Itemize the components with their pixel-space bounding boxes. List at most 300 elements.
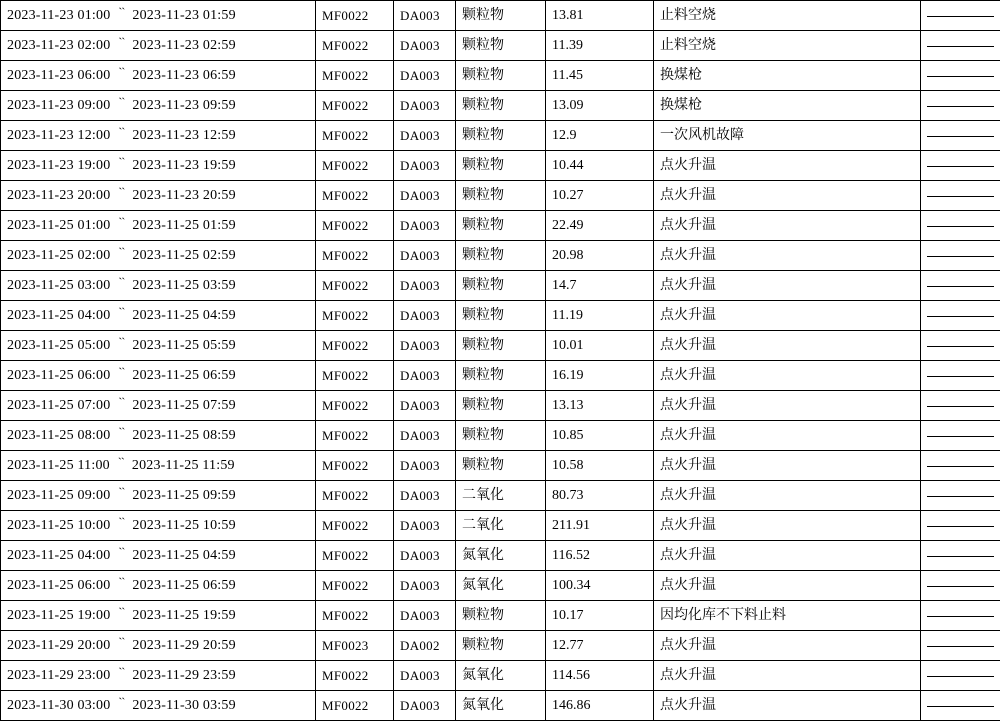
cell-extra	[921, 691, 1000, 721]
cell-device-code-text: DA003	[400, 128, 440, 143]
cell-value	[546, 541, 654, 571]
table-row	[1, 481, 1000, 511]
cell-device-code	[394, 421, 456, 451]
cell-device-code-text: DA003	[400, 248, 440, 263]
cell-device-code-text: DA003	[400, 8, 440, 23]
cell-station-code	[316, 451, 394, 481]
cell-station-code-text: MF0022	[322, 488, 369, 503]
cell-reason-text: 换煤枪	[660, 67, 702, 83]
cell-device-code	[394, 601, 456, 631]
cell-device-code	[394, 481, 456, 511]
period-separator: ``	[116, 571, 126, 597]
rule-line	[927, 616, 994, 617]
period-start: 2023-11-25 07:00	[7, 392, 110, 419]
cell-reason	[654, 331, 921, 361]
cell-value	[546, 301, 654, 331]
cell-device-code	[394, 511, 456, 541]
cell-reason	[654, 121, 921, 151]
cell-pollutant	[456, 601, 546, 631]
rule-line	[927, 226, 994, 227]
table-row	[1, 451, 1000, 481]
cell-value	[546, 181, 654, 211]
cell-reason-text: 止料空烧	[660, 7, 716, 23]
period-start: 2023-11-25 02:00	[7, 242, 110, 269]
cell-station-code	[316, 541, 394, 571]
cell-device-code-text: DA003	[400, 518, 440, 533]
cell-pollutant-text: 氮氧化	[462, 667, 504, 683]
cell-value-text: 12.77	[552, 638, 584, 653]
period-separator: ``	[116, 331, 126, 357]
cell-value	[546, 211, 654, 241]
cell-device-code-text: DA003	[400, 188, 440, 203]
table-row	[1, 541, 1000, 571]
table-row	[1, 121, 1000, 151]
cell-device-code	[394, 151, 456, 181]
cell-station-code	[316, 211, 394, 241]
cell-value	[546, 421, 654, 451]
cell-reason-text: 点火升温	[660, 577, 716, 593]
cell-station-code-text: MF0022	[322, 158, 369, 173]
cell-station-code-text: MF0022	[322, 188, 369, 203]
cell-extra	[921, 631, 1000, 661]
period-separator: ``	[116, 241, 126, 267]
cell-value-text: 11.45	[552, 68, 583, 83]
cell-station-code	[316, 661, 394, 691]
period-start: 2023-11-25 04:00	[7, 302, 110, 329]
cell-station-code-text: MF0022	[322, 248, 369, 263]
cell-value	[546, 61, 654, 91]
cell-device-code-text: DA003	[400, 98, 440, 113]
period-separator: ``	[116, 601, 126, 627]
cell-pollutant-text: 颗粒物	[462, 307, 504, 323]
period-start: 2023-11-25 19:00	[7, 602, 110, 629]
rule-line	[927, 706, 994, 707]
cell-period	[1, 631, 316, 661]
rule-line	[927, 676, 994, 677]
cell-station-code-text: MF0022	[322, 128, 369, 143]
rule-line	[927, 316, 994, 317]
rule-line	[927, 406, 994, 407]
cell-period	[1, 421, 316, 451]
cell-reason	[654, 31, 921, 61]
period-start: 2023-11-30 03:00	[7, 692, 110, 719]
period-start: 2023-11-25 04:00	[7, 542, 110, 569]
cell-station-code	[316, 31, 394, 61]
cell-device-code-text: DA003	[400, 548, 440, 563]
cell-pollutant-text: 氮氧化	[462, 547, 504, 563]
cell-station-code-text: MF0022	[322, 338, 369, 353]
cell-pollutant-text: 颗粒物	[462, 67, 504, 83]
cell-period	[1, 211, 316, 241]
cell-period	[1, 1, 316, 31]
rule-line	[927, 196, 994, 197]
cell-station-code	[316, 511, 394, 541]
cell-pollutant	[456, 1, 546, 31]
cell-station-code-text: MF0022	[322, 608, 369, 623]
cell-station-code-text: MF0022	[322, 428, 369, 443]
cell-value	[546, 601, 654, 631]
cell-value	[546, 391, 654, 421]
cell-reason-text: 点火升温	[660, 157, 716, 173]
rule-line	[927, 16, 994, 17]
cell-reason-text: 点火升温	[660, 337, 716, 353]
cell-pollutant	[456, 271, 546, 301]
cell-station-code-text: MF0022	[322, 518, 369, 533]
cell-period	[1, 301, 316, 331]
period-end: 2023-11-30 03:59	[132, 692, 235, 719]
period-end: 2023-11-25 04:59	[132, 542, 235, 569]
cell-pollutant	[456, 91, 546, 121]
cell-period	[1, 61, 316, 91]
rule-line	[927, 646, 994, 647]
cell-device-code	[394, 271, 456, 301]
cell-extra	[921, 61, 1000, 91]
cell-pollutant-text: 颗粒物	[462, 637, 504, 653]
cell-device-code	[394, 1, 456, 31]
cell-reason-text: 点火升温	[660, 517, 716, 533]
period-separator: ``	[116, 391, 126, 417]
cell-extra	[921, 511, 1000, 541]
cell-period	[1, 451, 316, 481]
cell-device-code-text: DA003	[400, 578, 440, 593]
cell-reason-text: 点火升温	[660, 697, 716, 713]
cell-pollutant	[456, 541, 546, 571]
cell-pollutant	[456, 511, 546, 541]
cell-value	[546, 451, 654, 481]
cell-period	[1, 511, 316, 541]
cell-station-code	[316, 151, 394, 181]
cell-device-code-text: DA003	[400, 398, 440, 413]
period-start: 2023-11-23 06:00	[7, 62, 110, 89]
cell-reason-text: 点火升温	[660, 397, 716, 413]
cell-value	[546, 511, 654, 541]
cell-value-text: 10.44	[552, 158, 584, 173]
cell-pollutant	[456, 331, 546, 361]
cell-value-text: 211.91	[552, 518, 590, 533]
cell-period	[1, 541, 316, 571]
cell-station-code	[316, 301, 394, 331]
rule-line	[927, 496, 994, 497]
cell-station-code-text: MF0022	[322, 578, 369, 593]
cell-extra	[921, 601, 1000, 631]
cell-pollutant-text: 颗粒物	[462, 247, 504, 263]
cell-station-code-text: MF0022	[322, 458, 369, 473]
cell-pollutant	[456, 481, 546, 511]
table-row	[1, 511, 1000, 541]
rule-line	[927, 46, 994, 47]
cell-period	[1, 361, 316, 391]
period-start: 2023-11-25 11:00	[7, 452, 110, 479]
cell-value-text: 146.86	[552, 698, 591, 713]
cell-station-code	[316, 61, 394, 91]
cell-reason	[654, 1, 921, 31]
cell-period	[1, 271, 316, 301]
table-row	[1, 271, 1000, 301]
cell-station-code-text: MF0022	[322, 98, 369, 113]
period-start: 2023-11-25 03:00	[7, 272, 110, 299]
table-row	[1, 211, 1000, 241]
cell-station-code-text: MF0022	[322, 38, 369, 53]
cell-device-code	[394, 241, 456, 271]
cell-pollutant-text: 颗粒物	[462, 217, 504, 233]
cell-station-code-text: MF0022	[322, 308, 369, 323]
cell-device-code	[394, 331, 456, 361]
cell-device-code	[394, 451, 456, 481]
cell-period	[1, 331, 316, 361]
period-end: 2023-11-25 08:59	[132, 422, 235, 449]
period-start: 2023-11-23 12:00	[7, 122, 110, 149]
cell-extra	[921, 391, 1000, 421]
cell-device-code	[394, 361, 456, 391]
cell-period	[1, 121, 316, 151]
cell-pollutant-text: 颗粒物	[462, 457, 504, 473]
cell-pollutant	[456, 361, 546, 391]
cell-device-code	[394, 391, 456, 421]
period-start: 2023-11-23 02:00	[7, 32, 110, 59]
cell-device-code	[394, 571, 456, 601]
cell-pollutant-text: 颗粒物	[462, 37, 504, 53]
cell-station-code	[316, 481, 394, 511]
table-row	[1, 301, 1000, 331]
cell-pollutant-text: 氮氧化	[462, 577, 504, 593]
cell-pollutant-text: 二氧化	[462, 487, 504, 503]
period-end: 2023-11-23 06:59	[132, 62, 235, 89]
period-end: 2023-11-25 04:59	[132, 302, 235, 329]
cell-pollutant	[456, 631, 546, 661]
cell-station-code-text: MF0022	[322, 368, 369, 383]
period-start: 2023-11-29 20:00	[7, 632, 110, 659]
cell-pollutant	[456, 571, 546, 601]
cell-station-code	[316, 241, 394, 271]
cell-value-text: 13.09	[552, 98, 584, 113]
cell-station-code-text: MF0022	[322, 398, 369, 413]
table-row	[1, 571, 1000, 601]
cell-period	[1, 691, 316, 721]
cell-reason	[654, 181, 921, 211]
table-row	[1, 1, 1000, 31]
cell-value	[546, 481, 654, 511]
period-end: 2023-11-25 03:59	[132, 272, 235, 299]
rule-line	[927, 586, 994, 587]
cell-reason-text: 点火升温	[660, 487, 716, 503]
period-separator: ``	[116, 1, 126, 27]
period-end: 2023-11-23 20:59	[132, 182, 235, 209]
cell-pollutant-text: 二氧化	[462, 517, 504, 533]
cell-reason	[654, 631, 921, 661]
cell-extra	[921, 301, 1000, 331]
period-start: 2023-11-25 05:00	[7, 332, 110, 359]
period-start: 2023-11-23 19:00	[7, 152, 110, 179]
cell-device-code	[394, 301, 456, 331]
rule-line	[927, 526, 994, 527]
cell-station-code-text: MF0022	[322, 218, 369, 233]
cell-reason-text: 换煤枪	[660, 97, 702, 113]
period-end: 2023-11-23 01:59	[132, 2, 235, 29]
cell-pollutant-text: 颗粒物	[462, 127, 504, 143]
cell-pollutant	[456, 61, 546, 91]
period-separator: ``	[116, 91, 126, 117]
period-separator: ``	[116, 271, 126, 297]
cell-device-code	[394, 631, 456, 661]
cell-period	[1, 151, 316, 181]
cell-value-text: 11.19	[552, 308, 583, 323]
period-end: 2023-11-25 10:59	[132, 512, 235, 539]
period-end: 2023-11-25 09:59	[132, 482, 235, 509]
cell-pollutant-text: 颗粒物	[462, 607, 504, 623]
period-separator: ``	[116, 631, 126, 657]
cell-device-code	[394, 661, 456, 691]
table-row	[1, 241, 1000, 271]
table-row	[1, 631, 1000, 661]
cell-station-code	[316, 331, 394, 361]
rule-line	[927, 346, 994, 347]
cell-device-code	[394, 211, 456, 241]
cell-pollutant	[456, 691, 546, 721]
cell-value-text: 100.34	[552, 578, 591, 593]
cell-device-code-text: DA003	[400, 668, 440, 683]
cell-period	[1, 601, 316, 631]
cell-reason	[654, 61, 921, 91]
cell-period	[1, 571, 316, 601]
period-separator: ``	[116, 151, 126, 177]
cell-reason-text: 点火升温	[660, 367, 716, 383]
cell-value-text: 14.7	[552, 278, 577, 293]
period-end: 2023-11-25 05:59	[132, 332, 235, 359]
cell-station-code-text: MF0022	[322, 698, 369, 713]
cell-reason-text: 点火升温	[660, 457, 716, 473]
cell-value-text: 114.56	[552, 668, 590, 683]
cell-value	[546, 241, 654, 271]
cell-device-code	[394, 91, 456, 121]
period-end: 2023-11-25 01:59	[132, 212, 235, 239]
cell-device-code	[394, 31, 456, 61]
cell-reason	[654, 211, 921, 241]
cell-station-code	[316, 271, 394, 301]
table-row	[1, 61, 1000, 91]
cell-period	[1, 91, 316, 121]
cell-period	[1, 181, 316, 211]
cell-extra	[921, 151, 1000, 181]
cell-value-text: 11.39	[552, 38, 583, 53]
period-separator: ``	[116, 451, 126, 477]
cell-extra	[921, 241, 1000, 271]
cell-reason-text: 点火升温	[660, 427, 716, 443]
cell-reason	[654, 151, 921, 181]
cell-device-code-text: DA003	[400, 218, 440, 233]
cell-period	[1, 241, 316, 271]
cell-station-code	[316, 421, 394, 451]
cell-reason	[654, 481, 921, 511]
table-row	[1, 181, 1000, 211]
cell-device-code-text: DA003	[400, 698, 440, 713]
cell-period	[1, 31, 316, 61]
cell-extra	[921, 91, 1000, 121]
period-start: 2023-11-25 06:00	[7, 362, 110, 389]
cell-value	[546, 571, 654, 601]
table-row	[1, 361, 1000, 391]
cell-value	[546, 661, 654, 691]
cell-pollutant-text: 颗粒物	[462, 157, 504, 173]
cell-value-text: 10.17	[552, 608, 584, 623]
period-separator: ``	[116, 511, 126, 537]
cell-extra	[921, 481, 1000, 511]
cell-extra	[921, 451, 1000, 481]
rule-line	[927, 136, 994, 137]
cell-device-code-text: DA003	[400, 458, 440, 473]
cell-device-code-text: DA003	[400, 608, 440, 623]
rule-line	[927, 256, 994, 257]
cell-pollutant	[456, 181, 546, 211]
cell-station-code-text: MF0022	[322, 548, 369, 563]
cell-period	[1, 391, 316, 421]
cell-reason-text: 点火升温	[660, 547, 716, 563]
cell-extra	[921, 1, 1000, 31]
cell-value-text: 10.01	[552, 338, 584, 353]
cell-value-text: 12.9	[552, 128, 577, 143]
cell-pollutant-text: 颗粒物	[462, 97, 504, 113]
cell-station-code	[316, 121, 394, 151]
cell-pollutant	[456, 421, 546, 451]
cell-pollutant-text: 氮氧化	[462, 697, 504, 713]
cell-reason	[654, 541, 921, 571]
cell-reason-text: 点火升温	[660, 307, 716, 323]
rule-line	[927, 466, 994, 467]
cell-pollutant-text: 颗粒物	[462, 277, 504, 293]
cell-reason	[654, 361, 921, 391]
table-row	[1, 31, 1000, 61]
cell-reason	[654, 241, 921, 271]
cell-value	[546, 91, 654, 121]
period-start: 2023-11-25 10:00	[7, 512, 110, 539]
cell-pollutant	[456, 391, 546, 421]
cell-device-code-text: DA003	[400, 68, 440, 83]
cell-device-code-text: DA003	[400, 428, 440, 443]
period-start: 2023-11-23 01:00	[7, 2, 110, 29]
cell-reason-text: 点火升温	[660, 187, 716, 203]
cell-value	[546, 121, 654, 151]
table-row	[1, 601, 1000, 631]
cell-device-code-text: DA002	[400, 638, 440, 653]
table-row	[1, 391, 1000, 421]
cell-pollutant-text: 颗粒物	[462, 7, 504, 23]
period-separator: ``	[116, 421, 126, 447]
period-end: 2023-11-23 12:59	[132, 122, 235, 149]
cell-extra	[921, 31, 1000, 61]
cell-value	[546, 361, 654, 391]
cell-value-text: 20.98	[552, 248, 584, 263]
cell-extra	[921, 361, 1000, 391]
rule-line	[927, 106, 994, 107]
cell-reason	[654, 391, 921, 421]
cell-extra	[921, 211, 1000, 241]
rule-line	[927, 286, 994, 287]
period-start: 2023-11-23 20:00	[7, 182, 110, 209]
cell-station-code	[316, 391, 394, 421]
period-end: 2023-11-25 06:59	[132, 572, 235, 599]
cell-station-code	[316, 691, 394, 721]
cell-pollutant	[456, 211, 546, 241]
period-separator: ``	[116, 31, 126, 57]
cell-pollutant	[456, 661, 546, 691]
period-separator: ``	[116, 361, 126, 387]
period-start: 2023-11-23 09:00	[7, 92, 110, 119]
period-end: 2023-11-29 23:59	[132, 662, 235, 689]
period-start: 2023-11-25 01:00	[7, 212, 110, 239]
table-body	[1, 1, 1000, 721]
cell-device-code-text: DA003	[400, 338, 440, 353]
cell-period	[1, 661, 316, 691]
period-end: 2023-11-29 20:59	[132, 632, 235, 659]
